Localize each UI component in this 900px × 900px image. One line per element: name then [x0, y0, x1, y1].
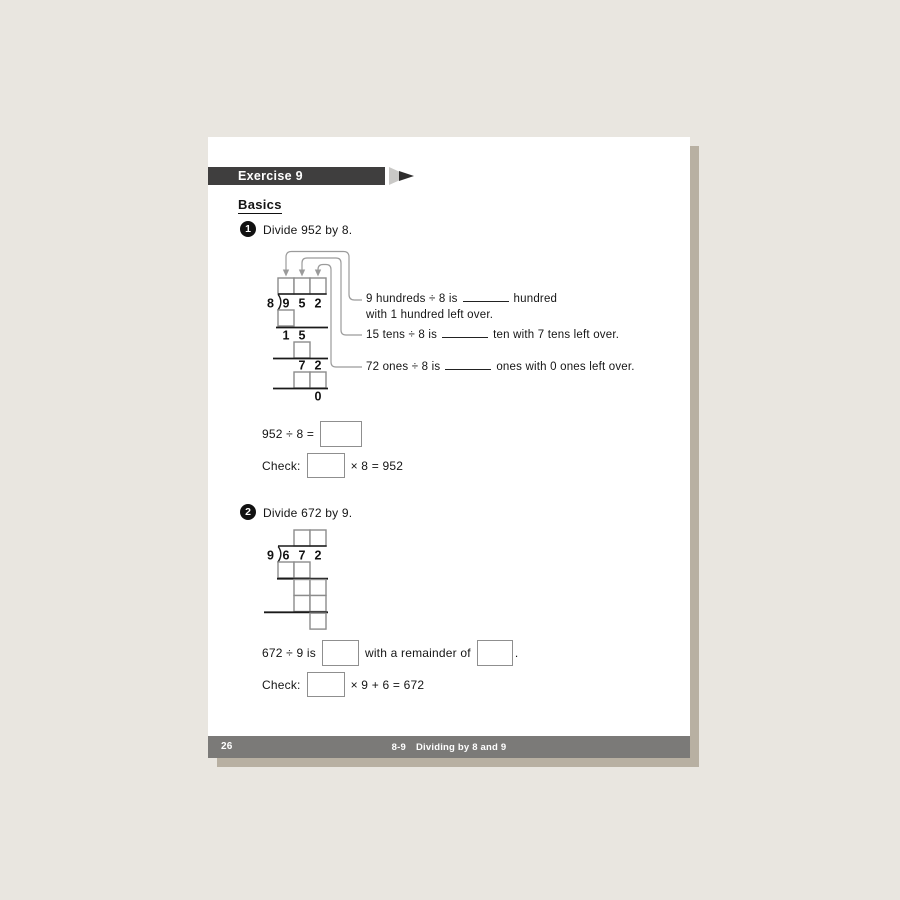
- work-box: [310, 580, 326, 596]
- problem2-statement-row: [262, 640, 518, 666]
- arrow-down-icon: [315, 270, 321, 277]
- partial-digit: 2: [314, 358, 322, 373]
- work-box-ones-product: [294, 372, 310, 388]
- problem1-equation-row: [262, 421, 368, 447]
- explanation-line: [366, 359, 635, 375]
- fill-in-blank: [445, 359, 491, 370]
- explanation-line2: with 1 hundred left over.: [366, 309, 494, 321]
- problem2-check-row: [262, 672, 424, 697]
- answer-box: [307, 453, 345, 478]
- explanation-text: 15 tens ÷ 8 is: [366, 329, 438, 341]
- footer-bar: [208, 736, 690, 758]
- statement-period: .: [514, 646, 519, 660]
- problem1-number: 1: [245, 223, 251, 235]
- work-box: [310, 596, 326, 612]
- work-box: [294, 580, 310, 596]
- pencil-tip-icon: [399, 171, 414, 181]
- check-label: Check:: [262, 458, 301, 473]
- quotient-box-tens: [294, 530, 310, 546]
- work-box: [278, 562, 294, 578]
- problem2-number-badge: [240, 504, 256, 520]
- dividend-digit: 7: [298, 548, 306, 563]
- quotient-box-ones: [310, 530, 326, 546]
- problem1-prompt: Divide 952 by 8.: [263, 223, 353, 237]
- problem2-number: 2: [245, 506, 251, 518]
- partial-digit: 5: [298, 328, 306, 343]
- work-box-ones-product: [310, 372, 326, 388]
- explanation-hundreds: [366, 291, 557, 323]
- answer-box: [307, 672, 345, 697]
- problem1-check-row: [262, 453, 403, 478]
- dividend-digit: 6: [282, 548, 290, 563]
- explanation-tens: [366, 327, 619, 343]
- answer-box: [320, 421, 362, 447]
- quotient-boxes: [278, 278, 326, 294]
- footer-chapter-label: 8-9: [391, 741, 406, 753]
- divisor-digit: 8: [267, 296, 274, 311]
- statement-before: 672 ÷ 9 is: [262, 646, 316, 660]
- arrow-down-icon: [299, 270, 305, 277]
- problem2-prompt: Divide 672 by 9.: [263, 506, 353, 520]
- explanation-text: 72 ones ÷ 8 is: [366, 361, 441, 373]
- check-label: Check:: [262, 677, 301, 692]
- arrow-down-icon: [283, 270, 289, 277]
- problem1-number-badge: [240, 221, 256, 237]
- divisor-digit: 9: [267, 548, 274, 563]
- work-box-hundreds-product: [278, 310, 294, 326]
- division-bracket-paren: [278, 547, 281, 563]
- statement-middle: with a remainder of: [364, 646, 471, 660]
- explanation-text: ten with 7 tens left over.: [493, 329, 620, 341]
- partial-digit: 1: [282, 328, 290, 343]
- check-rhs: × 9 + 6 = 672: [350, 677, 425, 692]
- remainder-digit: 0: [314, 389, 322, 404]
- fill-in-blank: [463, 291, 509, 302]
- section-heading: Basics: [238, 197, 282, 212]
- problem2-division-diagram: [248, 528, 368, 632]
- explanation-text: 9 hundreds ÷ 8 is: [366, 293, 458, 305]
- dividend-digit: 9: [282, 296, 290, 311]
- partial-digit: 7: [298, 358, 306, 373]
- explanation-line: [366, 291, 557, 307]
- quotient-box-hundreds: [278, 278, 294, 294]
- dividend-digit: 5: [298, 296, 306, 311]
- connector-tens: [302, 258, 362, 335]
- work-box-tens-product: [294, 342, 310, 358]
- work-box: [294, 596, 310, 612]
- exercise-title: Exercise 9: [238, 169, 303, 183]
- quotient-boxes: [294, 530, 326, 546]
- quotient-box-ones: [310, 278, 326, 294]
- quotient-box-tens: [294, 278, 310, 294]
- dividend-digit: 2: [314, 296, 322, 311]
- workbook-page: [208, 137, 690, 758]
- check-rhs: × 8 = 952: [350, 458, 404, 473]
- answer-box: [477, 640, 513, 666]
- work-box: [294, 562, 310, 578]
- explanation-ones: [366, 359, 635, 375]
- remainder-box: [310, 613, 326, 629]
- footer-chapter-title: Dividing by 8 and 9: [415, 741, 507, 753]
- dividend-digit: 2: [314, 548, 322, 563]
- page-number: 26: [221, 741, 233, 752]
- division-bracket-paren: [278, 295, 281, 311]
- exercise-header-bar: [208, 167, 385, 185]
- explanation-line: [366, 327, 619, 343]
- equation-lhs: 952 ÷ 8 =: [262, 427, 315, 441]
- answer-box: [322, 640, 359, 666]
- explanation-text: ones with 0 ones left over.: [496, 361, 635, 373]
- fill-in-blank: [442, 327, 488, 338]
- explanation-text: hundred: [513, 293, 558, 305]
